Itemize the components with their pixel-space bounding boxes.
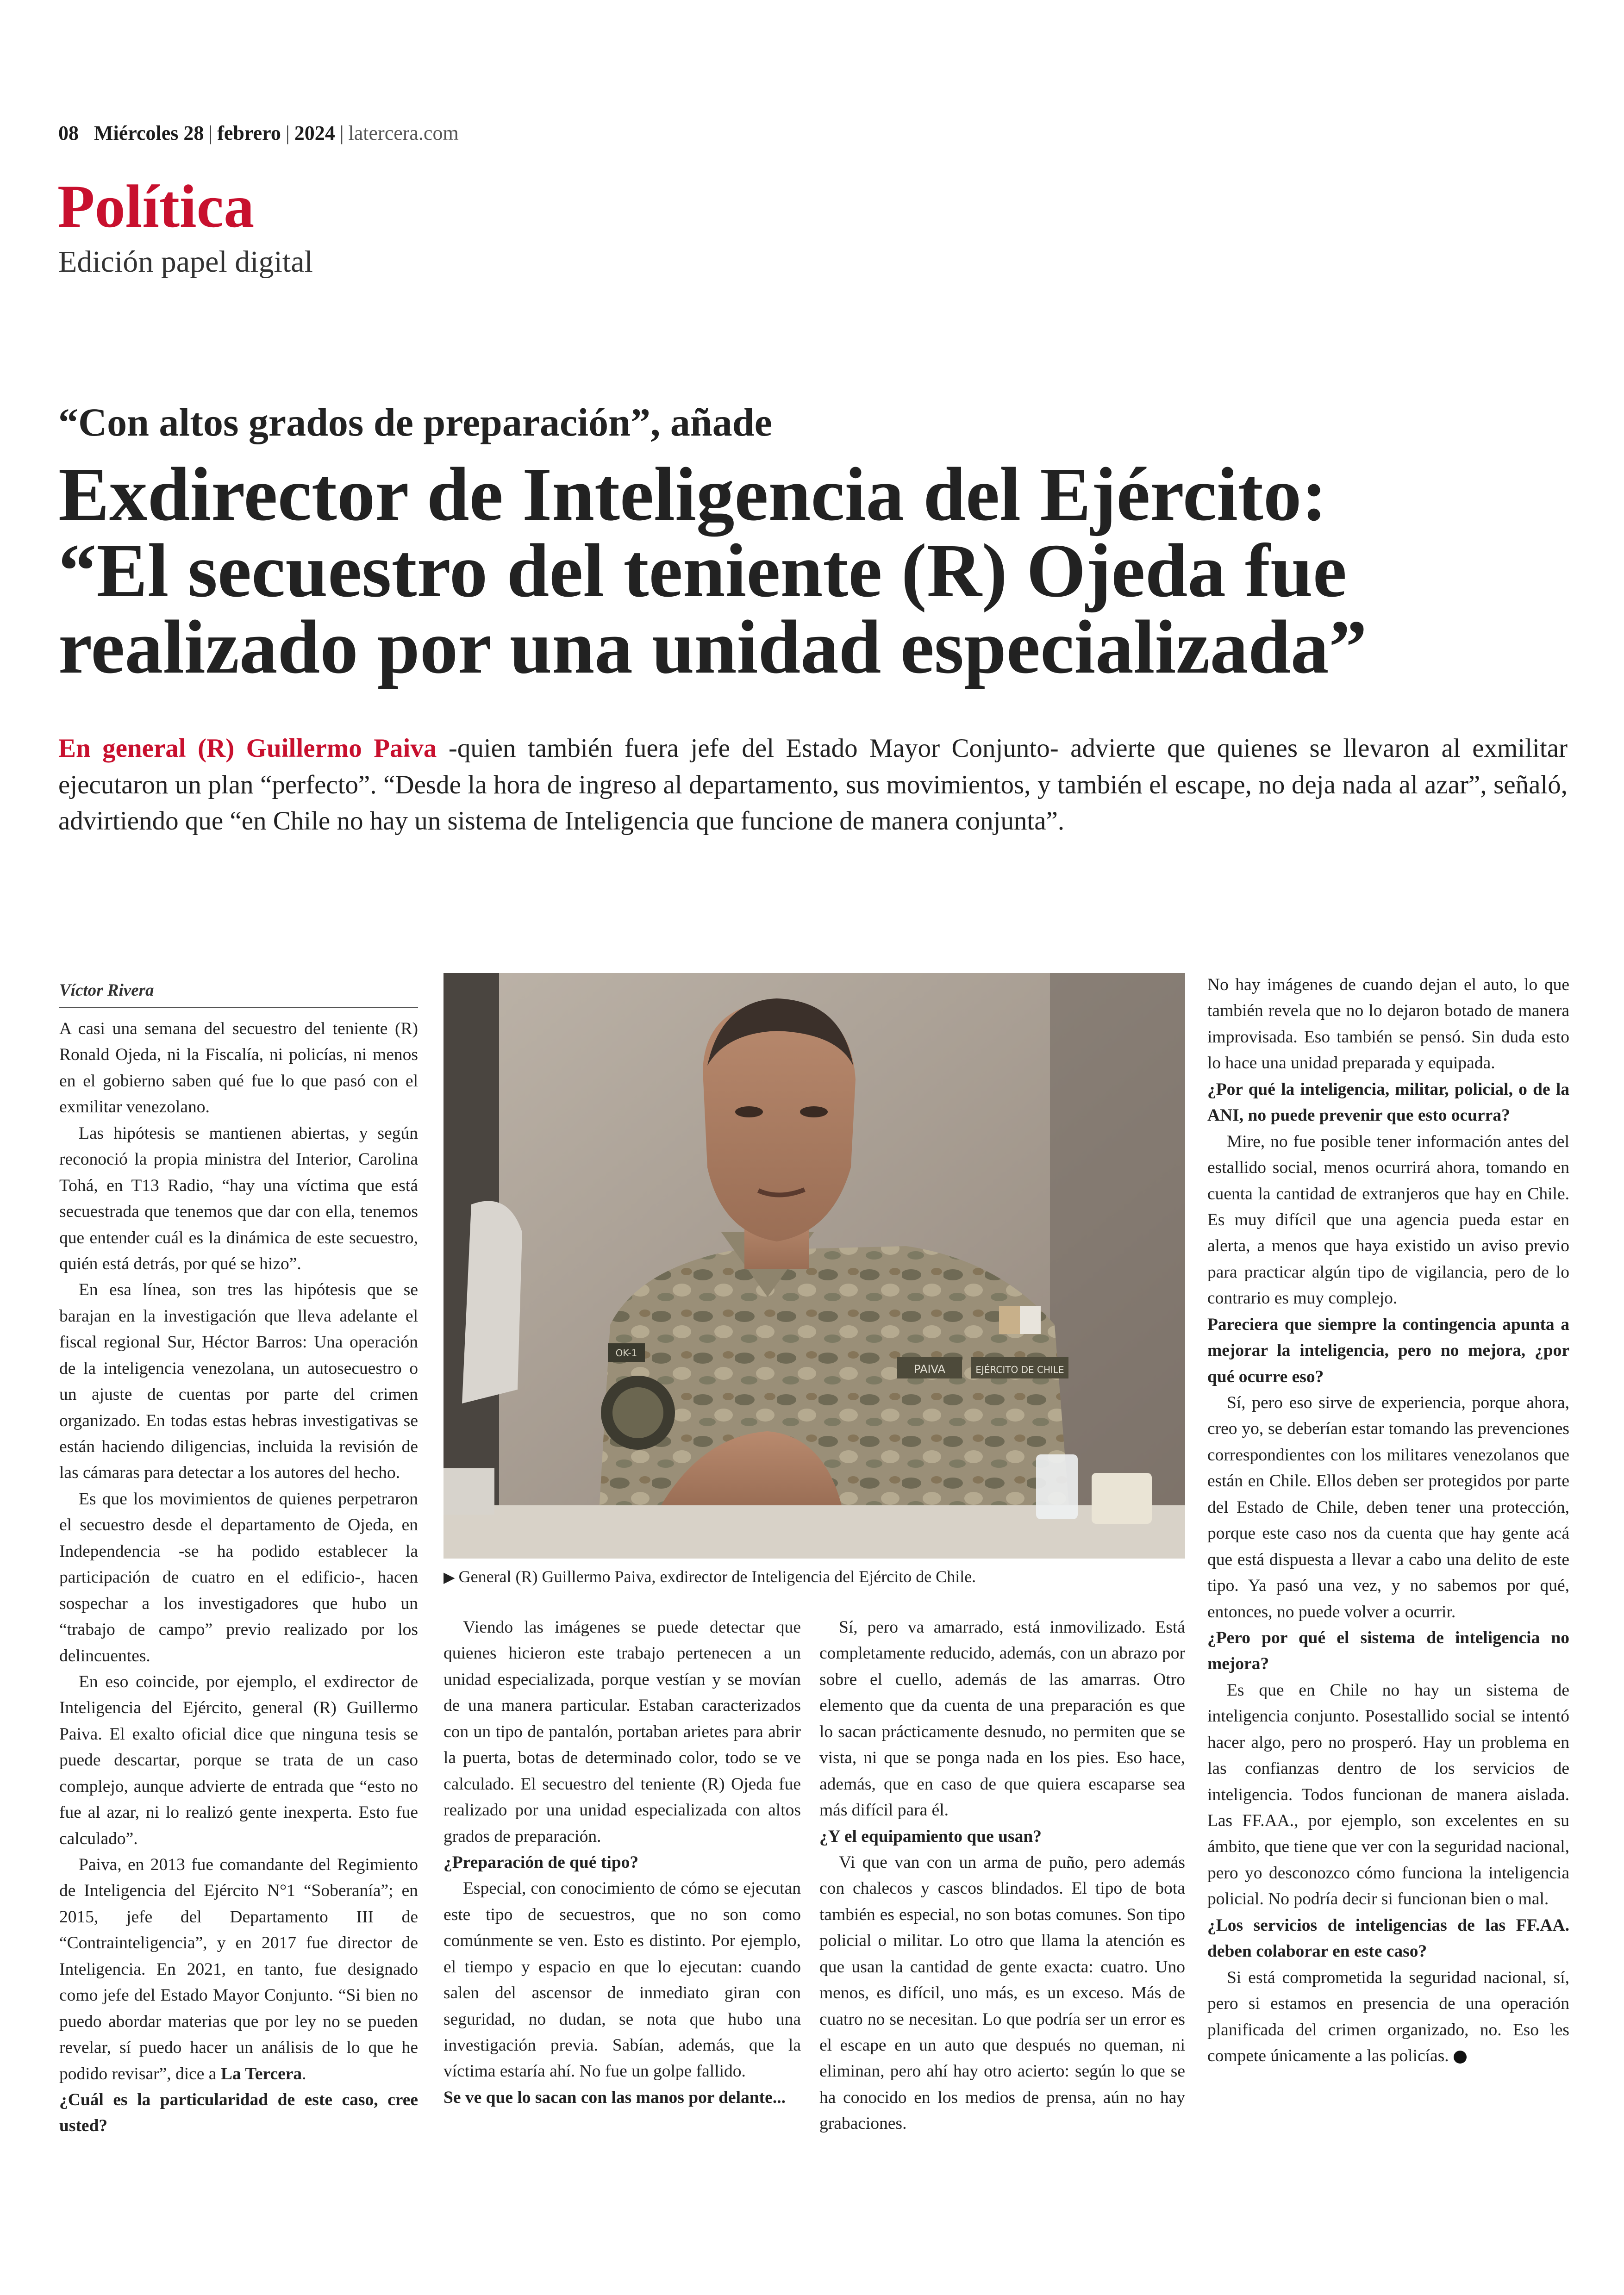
date-year: 2024 bbox=[294, 122, 335, 144]
photo-illustration bbox=[443, 973, 1185, 1559]
photo-name-tape: PAIVA bbox=[914, 1363, 945, 1376]
body-paragraph bbox=[1207, 1965, 1569, 2070]
body-text: . bbox=[302, 2064, 306, 2083]
photo-branch-tape: EJÉRCITO DE CHILE bbox=[975, 1364, 1064, 1375]
headline-line: realizado por una unidad especializada” bbox=[58, 605, 1367, 689]
lead-paragraph bbox=[58, 730, 1568, 840]
body-paragraph: Viendo las imágenes se puede detectar que quienes hicieron este trabajo pertenecen a un unidad especializada, porque vestían y se movían de una manera particular. Estaban caracterizados con un tipo de pantalón, portaban arietes para abrir la puerta, botas de determinado color, todo se ve calculado. El secuestro del teniente (R) Ojeda fue realizado por una unidad especializada con altos grados de preparación. bbox=[443, 1618, 801, 1846]
body-text: Paiva, en 2013 fue comandante del Regimiento de Inteligencia del Ejército N°1 “Soberanía”; en 2015, jefe del Departamento III de “Contrainteligencia”, y en 2017 fue director de Inteligencia. En 2021, en tanto, fue designado como jefe del Estado Mayor Conjunto. “Si bien no puedo abordar materias que por ley no se pueden revelar, sí puedo hacer un análisis de lo que he podido revisar”, dice a bbox=[59, 1855, 418, 2083]
page-folio: 08 Miércoles 28 | febrero | 2024 | latercera.com bbox=[58, 122, 459, 144]
column-4 bbox=[1207, 972, 1569, 2069]
body-paragraph: En esa línea, son tres las hipótesis que se barajan en la investigación que lleva adelante el fiscal regional Sur, Héctor Barros: Una operación de la inteligencia venezolana, un autosecuestro o un ajuste de cuentas por parte del crimen organizado. En todas estas hebras investigativas se están haciendo diligencias, incluida la revisión de las cámaras para detectar a los autores del hecho. bbox=[59, 1280, 418, 1483]
newspaper-name: La Tercera bbox=[220, 2064, 302, 2083]
column-2 bbox=[443, 1615, 801, 2111]
interview-question: ¿Preparación de qué tipo? bbox=[443, 1852, 639, 1872]
body-paragraph: Vi que van con un arma de puño, pero además con chalecos y cascos blindados. El tipo de bota también es especial, no son botas comunes. Son tipo policial o militar. Lo otro que llama la atención es que usan la cantidad de gente exacta: cuatro. Uno menos, es difícil, uno más, es un exceso. Más de cuatro no se necesitan. Lo que podría ser un error es el escape en un auto que después no queman, ni eliminan, pero ahí hay otro acierto: según lo que se ha conocido en los medios de prensa, aún no hay grabaciones. bbox=[819, 1852, 1185, 2133]
caption-text: General (R) Guillermo Paiva, exdirector de Inteligencia del Ejército de Chile. bbox=[458, 1567, 976, 1586]
date-month: febrero bbox=[217, 122, 281, 144]
interview-question: ¿Los servicios de inteligencias de las FF.AA. deben colaborar en este caso? bbox=[1207, 1915, 1569, 1961]
lead-name: En general (R) Guillermo Paiva bbox=[58, 734, 437, 763]
body-paragraph: Es que en Chile no hay un sistema de inteligencia conjunto. Posestallido social se intentó hacer algo, pero no prosperó. Hay un problema en las confianzas dentro de los servicios de inteligencia. Todos funcionan de manera aislada. Las FF.AA., por ejemplo, son excelentes en su ámbito, que tiene que ver con la seguridad nacional, pero yo desconozco cómo funciona la inteligencia policial. No podría decir si funcionan bien o mal. bbox=[1207, 1680, 1569, 1909]
body-paragraph: Es que los movimientos de quienes perpetraron el secuestro desde el departamento de Ojeda, en Independencia -se ha podido establecer la participación de cuatro en el edificio-, hacen sospechar a los investigadores que hubo un “trabajo de campo” previo realizado por los delincuentes. bbox=[59, 1489, 418, 1665]
headline-line: Exdirector de Inteligencia del Ejército: bbox=[58, 452, 1327, 536]
headline-line: “El secuestro del teniente (R) Ojeda fue bbox=[58, 528, 1347, 613]
byline: Víctor Rivera bbox=[59, 980, 418, 1008]
interview-question: Pareciera que siempre la contingencia apunta a mejorar la inteligencia, pero no mejora, ¿por qué ocurre eso? bbox=[1207, 1315, 1569, 1386]
interview-question: ¿Cuál es la particularidad de este caso, cree usted? bbox=[59, 2090, 418, 2136]
body-paragraph: A casi una semana del secuestro del teniente (R) Ronald Ojeda, ni la Fiscalía, ni policías, ni menos en el gobierno saben qué fue lo que pasó con el exmilitar venezolano. bbox=[59, 1019, 418, 1117]
body-paragraph: Sí, pero eso sirve de experiencia, porque ahora, creo yo, se deberían estar tomando las prevenciones correspondientes con los militares venezolanos que están en Chile. Ellos deben ser protegidos por parte del Estado de Chile, deben tener una protección, porque este caso nos da cuenta que hay gente acá que está dispuesta a llevar a cabo una delito de este tipo. Ya pasó una vez, y no sabemos por qué, entonces, no puede volver a ocurrir. bbox=[1207, 1393, 1569, 1621]
article-photo bbox=[443, 973, 1185, 1559]
site-url[interactable]: latercera.com bbox=[348, 122, 459, 144]
body-paragraph: Las hipótesis se mantienen abiertas, y según reconoció la propia ministra del Interior, Carolina Tohá, en T13 Radio, “hay una víctima que está secuestrada que tenemos que dar con ella, tenemos que entender cuál es la dinámica de este secuestro, quién está detrás, por qué se hizo”. bbox=[59, 1123, 418, 1273]
body-paragraph: Especial, con conocimiento de cómo se ejecutan este tipo de secuestros, que no son como comúnmente se ven. Esto es distinto. Por ejemplo, el tiempo y espacio en que lo ejecutan: cuando salen del ascensor de inmediato giran con seguridad, no dudan, se nota que hubo una investigación previa. Sabían, además, que la víctima estaría ahí. No fue un golpe fallido. bbox=[443, 1879, 801, 2081]
end-mark-icon bbox=[1454, 2051, 1467, 2064]
headline bbox=[58, 452, 1586, 689]
interview-question: ¿Pero por qué el sistema de inteligencia no mejora? bbox=[1207, 1628, 1569, 1674]
kicker: “Con altos grados de preparación”, añade bbox=[58, 400, 772, 444]
interview-question: ¿Y el equipamiento que usan? bbox=[819, 1827, 1042, 1846]
section-title: Política bbox=[57, 172, 255, 240]
photo-caption bbox=[443, 1567, 1185, 1586]
date-weekday: Miércoles 28 bbox=[94, 122, 204, 144]
body-paragraph bbox=[59, 1852, 418, 2087]
body-paragraph: En eso coincide, por ejemplo, el exdirector de Inteligencia del Ejército, general (R) Guillermo Paiva. El exalto oficial dice que ninguna tesis se puede descartar, porque se trata de un caso complejo, aunque advierte de entrada que “esto no fue al azar, ni lo realizó gente inexperta. Esto fue calculado”. bbox=[59, 1672, 418, 1848]
page-number: 08 bbox=[58, 122, 79, 144]
body-text: Si está comprometida la seguridad nacional, sí, pero si estamos en presencia de una operación planificada del crimen organizado, no. Eso les compete únicamente a las policías. bbox=[1207, 1968, 1569, 2065]
right-triangle-icon: ▶ bbox=[443, 1569, 455, 1585]
edition-label: Edición papel digital bbox=[58, 245, 313, 279]
body-paragraph: Mire, no fue posible tener información antes del estallido social, menos ocurrirá ahora, tomando en cuenta la cantidad de extranjeros que hay en Chile. Es muy difícil que una agencia pueda estar en alerta, a menos que haya existido un aviso previo para practicar algún tipo de vigilancia, pero de lo contrario es muy complejo. bbox=[1207, 1132, 1569, 1308]
photo-sleeve-tab: OK-1 bbox=[615, 1347, 637, 1359]
body-paragraph: No hay imágenes de cuando dejan el auto, lo que también revela que no lo dejaron botado de manera improvisada. Eso también se pensó. Sin duda esto lo hace una unidad preparada y equipada. bbox=[1207, 975, 1569, 1073]
interview-question: ¿Por qué la inteligencia, militar, policial, o de la ANI, no puede prevenir que esto ocurra? bbox=[1207, 1079, 1569, 1125]
column-1 bbox=[59, 1016, 418, 2139]
body-paragraph: Sí, pero va amarrado, está inmovilizado. Está completamente reducido, además, con un abrazo por sobre el cuello, además de las amarras. Otro elemento que da cuenta de una preparación es que lo sacan prácticamente desnudo, no permiten que se vista, ni que se ponga nada en los pies. Eso hace, además, que en caso de que quiera escaparse sea más difícil para él. bbox=[819, 1618, 1185, 1820]
interview-question: Se ve que lo sacan con las manos por delante... bbox=[443, 2088, 786, 2107]
lead-text: -quien también fuera jefe del Estado Mayor Conjunto- advierte que quienes se llevaron al exmilitar ejecutaron un plan “perfecto”. “Desde la hora de ingreso al departamento, sus movimientos, y también el escape, no deja nada al azar”, señaló, advirtiendo que “en Chile no hay un sistema de Inteligencia que funcione de manera conjunta”. bbox=[58, 734, 1568, 836]
column-3 bbox=[819, 1615, 1185, 2137]
